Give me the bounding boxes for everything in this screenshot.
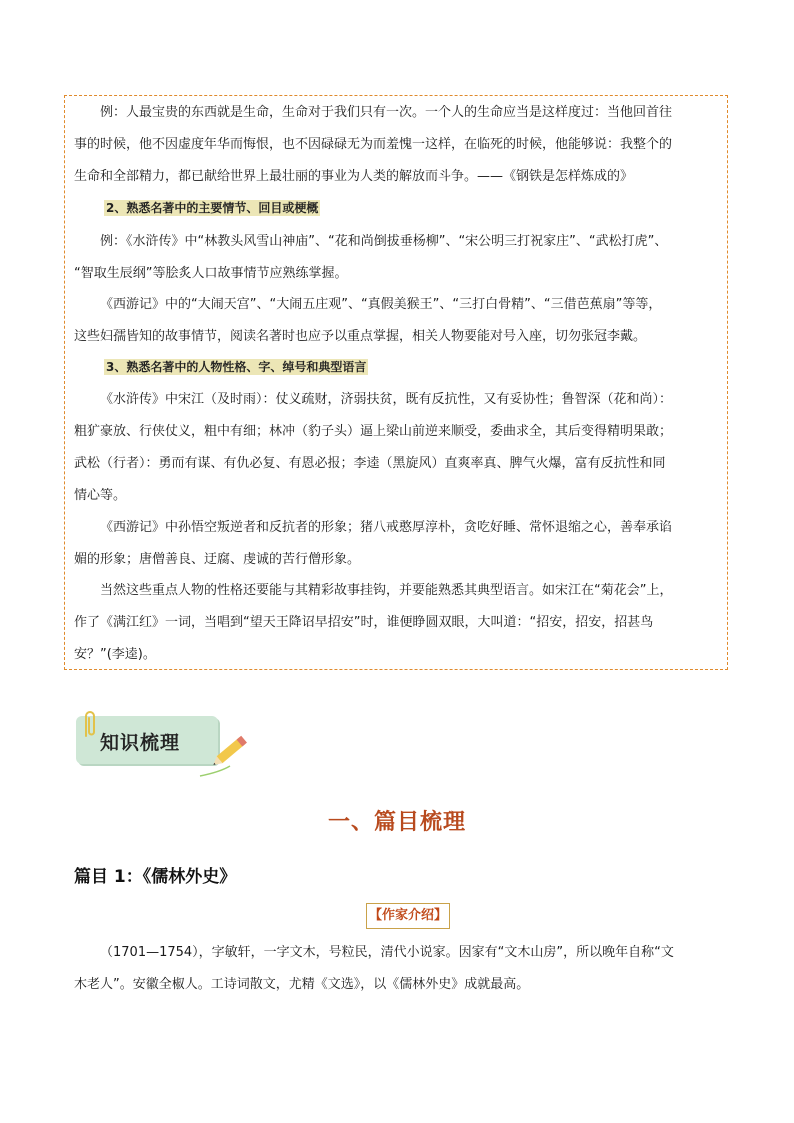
author-intro-paragraph: （1701—1754），字敏轩，一字文木，号粒民，清代小说家。因家有“文木山房”，所以晚年自称“文 木老人”。安徽全椒人。工诗词散文，尤精《文选》，以《儒林外史》成就最高。 <box>74 945 674 992</box>
heading-main-plots: 2、熟悉名著中的主要情节、回目或梗概 <box>106 201 319 215</box>
xiyouji-characters-paragraph: 《西游记》中孙悟空叛逆者和反抗者的形象；猪八戒憨厚淳朴，贪吃好睡、常怀退缩之心，善奉承谄 媚的形象；唐僧善良、迂腐、虔诚的苦行僧形象。 <box>74 520 673 567</box>
section-title: 一、篇目梳理 <box>327 810 466 835</box>
plot-paragraph: 例：《水浒传》中“林教头风雪山神庙”、“花和尚倒拔垂杨柳”、“宋公明三打祝家庄”、“武松打虎”、 “智取生辰纲”等脍炙人口故事情节应熟练掌握。 <box>74 234 668 281</box>
shuihu-characters-paragraph: 《水浒传》中宋江（及时雨）：仗义疏财，济弱扶贫，既有反抗性，又有妥协性；鲁智深（花和尚）： 粗犷豪放、行侠仗义，粗中有细；林冲（豹子头）逼上梁山前逆来顺受，委曲求全，其后变得精明果敢； 武松（行者）：勇而有谋、有仇必复、有恩必报；李逵（黑旋风）直爽率真、脾气火爆，富有反抗性和同 情心等。 <box>74 392 673 503</box>
paperclip-icon <box>80 708 100 740</box>
heading-characters: 3、熟悉名著中的人物性格、字、绰号和典型语言 <box>106 360 367 374</box>
author-intro-badge: 【作家介绍】 <box>366 903 450 929</box>
example-paragraph: 例：人最宝贵的东西就是生命，生命对于我们只有一次。一个人的生命应当是这样度过：当他回首往 事的时候，他不因虚度年华而悔恨，也不因碌碌无为而羞愧一这样，在临死的时候，他能够说：我整个的 生命和全部精力，都已献给世界上最壮丽的事业为人类的解放而斗争。——《钢铁是怎样炼成的》 <box>74 105 673 184</box>
pencil-icon <box>196 730 256 780</box>
typical-language-paragraph: 当然这些重点人物的性格还要能与其精彩故事挂钩，并要能熟悉其典型语言。如宋江在“菊花会”上， 作了《满江红》一词，当唱到“望天王降诏早招安”时，谁便睁圆双眼，大叫道：“招安，招安，招甚鸟 安？”(李逵)。 <box>74 583 673 662</box>
xiyouji-paragraph: 《西游记》中的“大闹天宫”、“大闹五庄观”、“真假美猴王”、“三打白骨精”、“三借芭蕉扇”等等， 这些妇孺皆知的故事情节，阅读名著时也应予以重点掌握，相关人物要能对号入座，切勿张冠李戴。 <box>74 297 662 344</box>
chapter-heading: 篇目 1：《儒林外史》 <box>74 867 237 887</box>
knowledge-tag-label: 知识梳理 <box>100 732 181 754</box>
